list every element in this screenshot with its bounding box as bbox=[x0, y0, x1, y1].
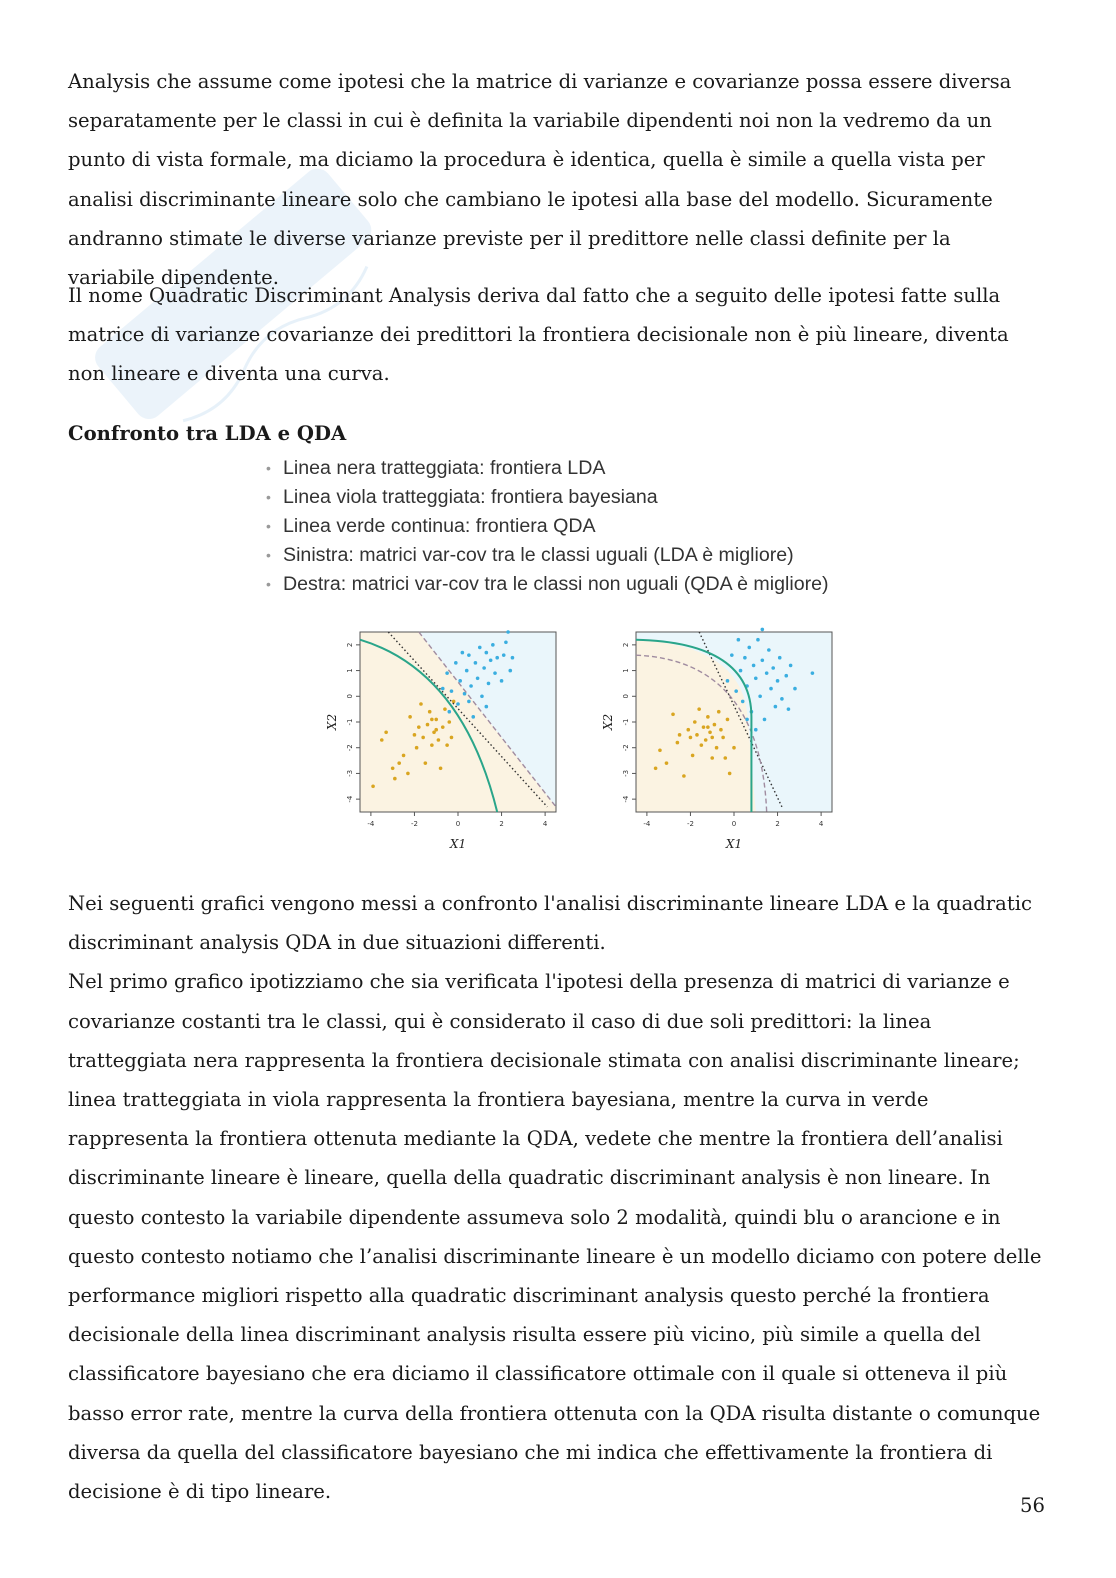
x-axis-label: X1 bbox=[449, 837, 467, 851]
orange-point bbox=[728, 772, 732, 776]
orange-point bbox=[676, 741, 680, 745]
blue-point bbox=[454, 661, 458, 665]
orange-point bbox=[445, 743, 449, 747]
orange-point bbox=[406, 772, 410, 776]
y-tick-label: 1 bbox=[622, 668, 630, 673]
orange-point bbox=[654, 766, 658, 770]
orange-point bbox=[697, 707, 701, 711]
orange-point bbox=[421, 736, 425, 740]
orange-point bbox=[426, 723, 430, 727]
page-number: 56 bbox=[1020, 1494, 1045, 1517]
orange-point bbox=[706, 715, 710, 719]
blue-point bbox=[456, 702, 460, 706]
orange-point bbox=[671, 712, 675, 716]
orange-point bbox=[447, 720, 451, 724]
blue-point bbox=[441, 687, 445, 691]
blue-point bbox=[745, 718, 749, 722]
orange-point bbox=[434, 718, 438, 722]
orange-point bbox=[726, 718, 730, 722]
y-tick-label: 0 bbox=[346, 694, 354, 699]
blue-point bbox=[776, 679, 780, 683]
blue-point bbox=[763, 718, 767, 722]
y-tick-label: -2 bbox=[346, 744, 354, 752]
y-tick-label: 2 bbox=[346, 642, 354, 648]
blue-point bbox=[780, 697, 784, 701]
blue-point bbox=[485, 651, 489, 655]
orange-point bbox=[715, 746, 719, 750]
orange-point bbox=[419, 702, 423, 706]
paragraph-comparison: Nei seguenti grafici vengono messi a confronto l'analisi discriminante lineare LDA e la quadratic discriminant analysis QDA in due situazioni differenti. Nel primo grafico ipotizziamo che sia verificata l'ipotesi della presenza di matrici di varianze e covarianze costanti tra le classi, qui è considerato il caso di due soli predittori: la linea tratteggiata nera rappresenta la frontiera decisionale stimata con analisi discriminante lineare; linea tratteggiata in viola rappresenta la frontiera bayesiana, mentre la curva in verde rappresenta la frontiera ottenuta mediante la QDA, vedete che mentre la frontiera dell’analisi discriminante lineare è lineare, quella della quadratic discriminant analysis è non lineare. In questo contesto la variabile dipendente assumeva solo 2 modalità, quindi blu o arancione e in questo contesto notiamo che l’analisi discriminante lineare è un modello diciamo con potere delle performance migliori rispetto alla quadratic discriminant analysis questo perché la frontiera decisionale della linea discriminant analysis risulta essere più vicino, più simile a quella del classificatore bayesiano che era diciamo il classificatore ottimale con il quale si otteneva il più basso error rate, mentre la curva della frontiera ottenuta con la QDA risulta distante o comunque diversa da quella del classificatore bayesiano che mi indica che effettivamente la frontiera di decisione è di tipo lineare. bbox=[68, 892, 1042, 1504]
blue-point bbox=[752, 664, 756, 668]
blue-point bbox=[756, 638, 760, 642]
y-tick-label: 0 bbox=[622, 694, 630, 699]
blue-point bbox=[482, 666, 486, 670]
orange-point bbox=[417, 725, 421, 729]
x-tick-label: -4 bbox=[643, 820, 651, 828]
bullet-item: • Linea nera tratteggiata: frontiera LDA bbox=[266, 454, 829, 483]
blue-point bbox=[730, 653, 734, 657]
orange-point bbox=[700, 743, 704, 747]
orange-point bbox=[682, 774, 686, 778]
orange-point bbox=[434, 728, 438, 732]
orange-point bbox=[717, 710, 721, 714]
blue-point bbox=[467, 700, 471, 704]
y-tick-label: -3 bbox=[346, 769, 354, 777]
orange-point bbox=[719, 728, 723, 732]
orange-point bbox=[371, 784, 375, 788]
x-tick-label: 2 bbox=[499, 820, 504, 828]
blue-point bbox=[765, 671, 769, 675]
blue-point bbox=[471, 715, 475, 719]
y-tick-label: -1 bbox=[346, 718, 354, 726]
blue-point bbox=[450, 689, 454, 693]
blue-point bbox=[511, 656, 515, 660]
bullet-item: • Sinistra: matrici var-cov tra le classi uguali (LDA è migliore) bbox=[266, 541, 829, 570]
paragraph-intro: Analysis che assume come ipotesi che la matrice di varianze e covarianze possa essere diversa separatamente per le classi in cui è definita la variabile dipendenti noi non la vedremo da un punto di vista formale, ma diciamo la procedura è identica, quella è simile a quella vista per analisi discriminante lineare solo che cambiano le ipotesi alla base del modello. Sicuramente andranno stimate le diverse varianze previste per il predittore nelle classi definite per la variabile dipendente. bbox=[68, 70, 1012, 290]
blue-point bbox=[489, 658, 493, 662]
plot-panel-2 bbox=[601, 628, 832, 851]
orange-point bbox=[443, 707, 447, 711]
blue-point bbox=[726, 679, 730, 683]
blue-point bbox=[491, 643, 495, 647]
orange-point bbox=[397, 761, 401, 765]
orange-point bbox=[721, 736, 725, 740]
y-axis-label: X2 bbox=[325, 713, 339, 731]
blue-point bbox=[502, 653, 506, 657]
y-tick-label: -4 bbox=[622, 795, 630, 803]
legend-bullet-list bbox=[266, 454, 829, 599]
blue-point bbox=[811, 671, 815, 675]
orange-point bbox=[723, 756, 727, 760]
y-tick-label: 2 bbox=[622, 642, 630, 648]
blue-point bbox=[784, 674, 788, 678]
section-heading: Confronto tra LDA e QDA bbox=[68, 422, 347, 445]
blue-point bbox=[769, 687, 773, 691]
blue-point bbox=[504, 640, 508, 644]
bullet-item: • Destra: matrici var-cov tra le classi non uguali (QDA è migliore) bbox=[266, 570, 829, 599]
orange-point bbox=[710, 756, 714, 760]
blue-point bbox=[737, 638, 741, 642]
orange-point bbox=[686, 728, 690, 732]
orange-point bbox=[713, 723, 717, 727]
blue-point bbox=[485, 705, 489, 709]
blue-point bbox=[476, 676, 480, 680]
orange-point bbox=[708, 730, 712, 734]
blue-point bbox=[508, 669, 512, 673]
orange-point bbox=[706, 725, 710, 729]
blue-point bbox=[787, 707, 791, 711]
orange-point bbox=[693, 720, 697, 724]
y-tick-label: 1 bbox=[346, 668, 354, 673]
orange-point bbox=[710, 736, 714, 740]
bullet-item: • Linea verde continua: frontiera QDA bbox=[266, 512, 829, 541]
blue-point bbox=[493, 671, 497, 675]
blue-point bbox=[771, 666, 775, 670]
blue-point bbox=[495, 656, 499, 660]
x-tick-label: -2 bbox=[686, 820, 694, 828]
orange-point bbox=[415, 746, 419, 750]
orange-point bbox=[704, 738, 708, 742]
blue-point bbox=[747, 646, 751, 650]
blue-point bbox=[741, 700, 745, 704]
orange-point bbox=[689, 736, 693, 740]
blue-point bbox=[467, 653, 471, 657]
x-tick-label: 4 bbox=[542, 820, 548, 828]
blue-point bbox=[474, 661, 478, 665]
orange-point bbox=[441, 725, 445, 729]
blue-point bbox=[774, 705, 778, 709]
blue-point bbox=[761, 628, 765, 632]
lda-qda-comparison-plots bbox=[300, 620, 860, 860]
orange-point bbox=[437, 738, 441, 742]
y-tick-label: -1 bbox=[622, 718, 630, 726]
y-tick-label: -3 bbox=[622, 769, 630, 777]
orange-point bbox=[408, 715, 412, 719]
orange-point bbox=[402, 754, 406, 758]
orange-point bbox=[439, 766, 443, 770]
x-tick-label: -2 bbox=[410, 820, 418, 828]
x-tick-label: 0 bbox=[731, 820, 737, 828]
x-tick-label: -4 bbox=[367, 820, 375, 828]
orange-point bbox=[430, 718, 434, 722]
blue-point bbox=[754, 676, 758, 680]
x-axis-label: X1 bbox=[725, 837, 743, 851]
blue-point bbox=[461, 651, 465, 655]
orange-point bbox=[695, 733, 699, 737]
blue-point bbox=[743, 656, 747, 660]
blue-point bbox=[789, 664, 793, 668]
orange-point bbox=[413, 733, 417, 737]
orange-point bbox=[391, 766, 395, 770]
blue-point bbox=[500, 679, 504, 683]
orange-point bbox=[450, 736, 454, 740]
x-tick-label: 4 bbox=[818, 820, 824, 828]
blue-point bbox=[478, 646, 482, 650]
x-tick-label: 0 bbox=[455, 820, 461, 828]
blue-point bbox=[754, 728, 758, 732]
orange-point bbox=[428, 710, 432, 714]
orange-point bbox=[380, 738, 384, 742]
blue-point bbox=[487, 682, 491, 686]
blue-point bbox=[469, 684, 473, 688]
blue-point bbox=[447, 710, 451, 714]
blue-point bbox=[761, 658, 765, 662]
blue-point bbox=[465, 669, 469, 673]
y-tick-label: -4 bbox=[346, 795, 354, 803]
orange-point bbox=[732, 746, 736, 750]
plot-panel-1 bbox=[325, 630, 556, 851]
blue-point bbox=[778, 656, 782, 660]
blue-point bbox=[793, 687, 797, 691]
orange-point bbox=[393, 777, 397, 781]
orange-point bbox=[658, 748, 662, 752]
orange-point bbox=[702, 725, 706, 729]
orange-point bbox=[665, 761, 669, 765]
orange-point bbox=[691, 754, 695, 758]
orange-point bbox=[384, 730, 388, 734]
bullet-item: • Linea viola tratteggiata: frontiera bayesiana bbox=[266, 483, 829, 512]
y-tick-label: -2 bbox=[622, 744, 630, 752]
y-axis-label: X2 bbox=[601, 713, 615, 731]
blue-point bbox=[506, 630, 510, 634]
blue-point bbox=[739, 669, 743, 673]
orange-point bbox=[430, 743, 434, 747]
blue-point bbox=[758, 694, 762, 698]
blue-point bbox=[734, 689, 738, 693]
orange-point bbox=[678, 733, 682, 737]
paragraph-qda-name: Il nome Quadratic Discriminant Analysis deriva dal fatto che a seguito delle ipotesi fatte sulla matrice di varianze covarianze dei predittori la frontiera decisionale non è più lineare, diventa non lineare e diventa una curva. bbox=[68, 284, 1009, 386]
blue-point bbox=[767, 648, 771, 652]
orange-point bbox=[452, 700, 456, 704]
orange-point bbox=[424, 761, 428, 765]
blue-point bbox=[445, 671, 449, 675]
blue-point bbox=[480, 694, 484, 698]
x-tick-label: 2 bbox=[775, 820, 780, 828]
